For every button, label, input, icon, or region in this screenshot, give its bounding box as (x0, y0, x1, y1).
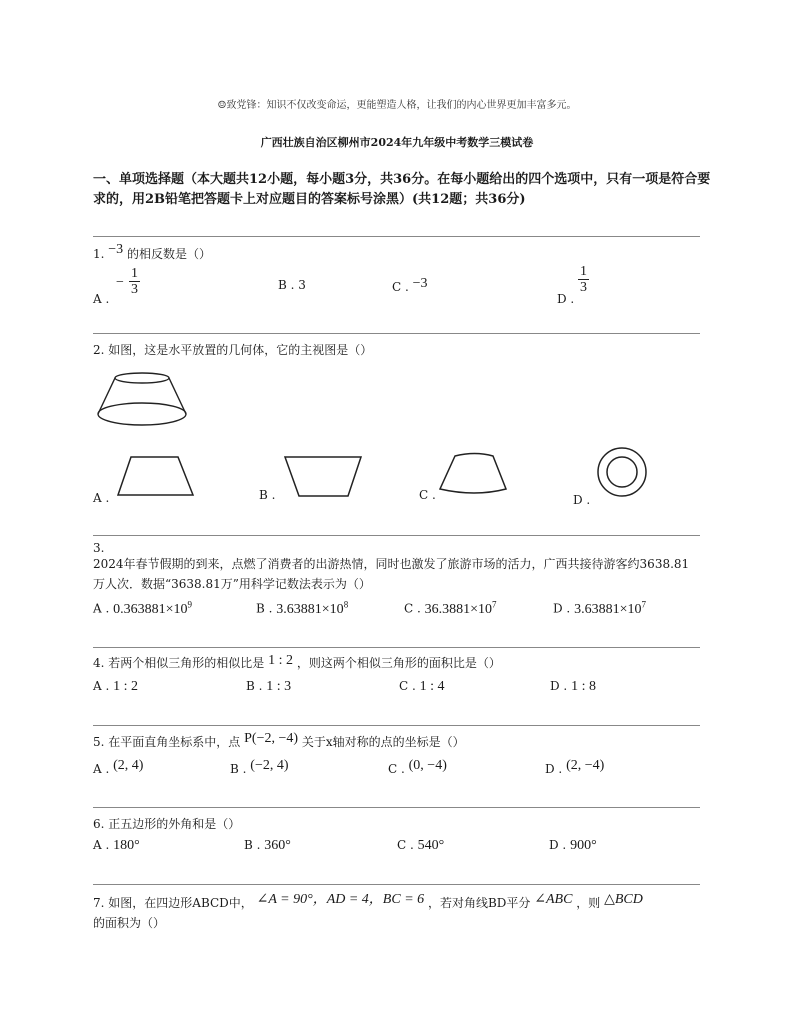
math-expr: −3 (108, 242, 124, 257)
option-label: D . (550, 679, 568, 693)
question-2 (93, 341, 372, 358)
question-number: 6. (93, 817, 105, 831)
option-b[interactable] (256, 599, 348, 618)
fraction: $\frac{1}{3}$ (131, 266, 138, 297)
option-label: A . (93, 762, 110, 776)
question-text: 的面积为（） (93, 916, 166, 930)
question-4 (93, 654, 501, 672)
option-a[interactable] (93, 599, 192, 618)
option-d[interactable] (553, 599, 646, 618)
option-d-value (578, 264, 589, 295)
question-1 (93, 242, 212, 263)
fraction: $\frac{1}{3}$ (580, 264, 587, 295)
divider (93, 807, 700, 808)
option-label: A . (93, 601, 110, 616)
option-c[interactable] (392, 276, 428, 296)
option-a[interactable] (93, 679, 138, 695)
question-number: 3. (93, 541, 105, 555)
option-label: B . (256, 601, 273, 616)
arc-trapezoid-icon (439, 453, 511, 497)
option-label: A . (93, 292, 110, 306)
math-angle: ∠ABC (534, 892, 573, 907)
question-7 (93, 892, 643, 912)
divider (93, 725, 700, 726)
question-text: 2024年春节假期的到来，点燃了消费者的出游热情，同时也激发了旅游市场的活力，广西共接待游客约3638.81万人次．数据“3638.81万”用科学记数法表示为（） (93, 557, 690, 591)
question-number: 5. (93, 735, 105, 749)
question-text: ，则 (576, 896, 601, 910)
option-label: D . (545, 762, 563, 776)
question-text: 若两个相似三角形的相似比是 (108, 656, 265, 670)
option-c[interactable] (404, 599, 497, 618)
option-a[interactable] (93, 758, 144, 778)
option-c[interactable] (397, 838, 444, 854)
option-c[interactable] (399, 679, 445, 695)
option-d[interactable]: D . (573, 493, 591, 507)
option-label: B . (246, 679, 263, 693)
question-number: 7. (93, 896, 105, 910)
option-value: (−2, 4) (250, 758, 289, 773)
option-value: $3.63881\times 10^7$ (574, 599, 646, 617)
question-text: 关于x轴对称的点的坐标是（） (301, 735, 465, 749)
option-d[interactable] (550, 679, 596, 695)
minus-sign: − (116, 275, 124, 290)
option-a[interactable]: A . (93, 491, 110, 505)
option-label: C . (404, 601, 421, 616)
option-a-value (116, 266, 140, 297)
question-text: ，若对角线BD平分 (427, 896, 531, 910)
divider (93, 333, 700, 334)
question-5 (93, 733, 465, 751)
motto-text: ☺致党锋：知识不仅改变命运，更能塑造人格，让我们的内心世界更加丰富多元。 (217, 100, 577, 111)
section-heading: 一、单项选择题（本大题共12小题，每小题3分，共36分。在每小题给出的四个选项中，只有一项是符合要求的，用2B铅笔把答题卡上对应题目的答案标号涂黑）(共12题；共36分) (93, 172, 711, 207)
question-text: 如图，这是水平放置的几何体，它的主视图是（） (108, 343, 373, 357)
option-label: C . (397, 838, 414, 852)
question-text: ，则这两个相似三角形的面积比是（） (296, 656, 501, 670)
question-number: 4. (93, 656, 105, 670)
option-b[interactable]: B . (259, 488, 276, 502)
concentric-circles-icon (596, 446, 652, 502)
option-value: 360° (264, 838, 291, 853)
trapezoid-a-icon (117, 455, 197, 499)
option-b[interactable]: B . 3 (278, 278, 306, 292)
exam-title: 广西壮族自治区柳州市2024年九年级中考数学三模试卷 (260, 136, 534, 149)
divider (93, 647, 700, 648)
option-label: B . (230, 762, 247, 776)
divider (93, 535, 700, 536)
option-value: 1 : 3 (266, 679, 292, 694)
option-label: C . (392, 280, 409, 294)
option-label: D . (549, 838, 567, 852)
option-value: $0.363881\times 10^9$ (113, 599, 193, 617)
option-value: (2, 4) (113, 758, 144, 773)
option-label: C . (399, 679, 416, 693)
option-label: A . (93, 679, 110, 693)
question-text: 的相反数是（） (127, 247, 212, 261)
option-b[interactable] (230, 758, 289, 778)
option-value: $3.63881\times 10^8$ (276, 599, 349, 617)
question-text: 如图，在四边形ABCD中， (108, 896, 253, 910)
option-value: 900° (570, 838, 597, 853)
option-value: (0, −4) (408, 758, 447, 773)
trapezoid-b-icon (284, 455, 364, 499)
option-a[interactable] (93, 292, 109, 306)
math-condition: ∠A = 90°，AD = 4，BC = 6 (256, 892, 425, 907)
math-point: P(−2, −4) (244, 731, 299, 746)
option-a[interactable] (93, 838, 140, 854)
option-b[interactable] (246, 679, 291, 695)
option-label: B . (244, 838, 261, 852)
question-number: 1. (93, 247, 105, 261)
option-value: (2, −4) (566, 758, 605, 773)
option-label: D . (557, 292, 575, 306)
option-value: 540° (417, 838, 445, 853)
option-value: 1 : 8 (571, 679, 596, 694)
math-ratio: 1 : 2 (268, 653, 294, 668)
option-label: A . (93, 838, 110, 852)
option-value: 180° (113, 838, 140, 853)
option-label: D . (553, 601, 571, 616)
option-value: −3 (412, 276, 428, 291)
option-value: $36.3881\times 10^7$ (424, 599, 497, 617)
option-c[interactable]: C . (419, 488, 436, 502)
option-b[interactable] (244, 838, 291, 854)
option-d[interactable] (557, 292, 574, 306)
option-c[interactable] (388, 758, 447, 778)
option-d[interactable] (545, 758, 605, 778)
option-value: 1 : 4 (419, 679, 445, 694)
question-6 (93, 815, 240, 832)
divider (93, 884, 700, 885)
question-text: 正五边形的外角和是（） (108, 817, 241, 831)
option-d[interactable] (549, 838, 597, 854)
question-number: 2. (93, 343, 105, 357)
frustum-figure (96, 370, 192, 430)
option-label: C . (388, 762, 405, 776)
math-triangle: △BCD (604, 892, 643, 907)
divider (93, 236, 700, 237)
question-text: 在平面直角坐标系中，点 (108, 735, 241, 749)
option-value: 1 : 2 (113, 679, 139, 694)
